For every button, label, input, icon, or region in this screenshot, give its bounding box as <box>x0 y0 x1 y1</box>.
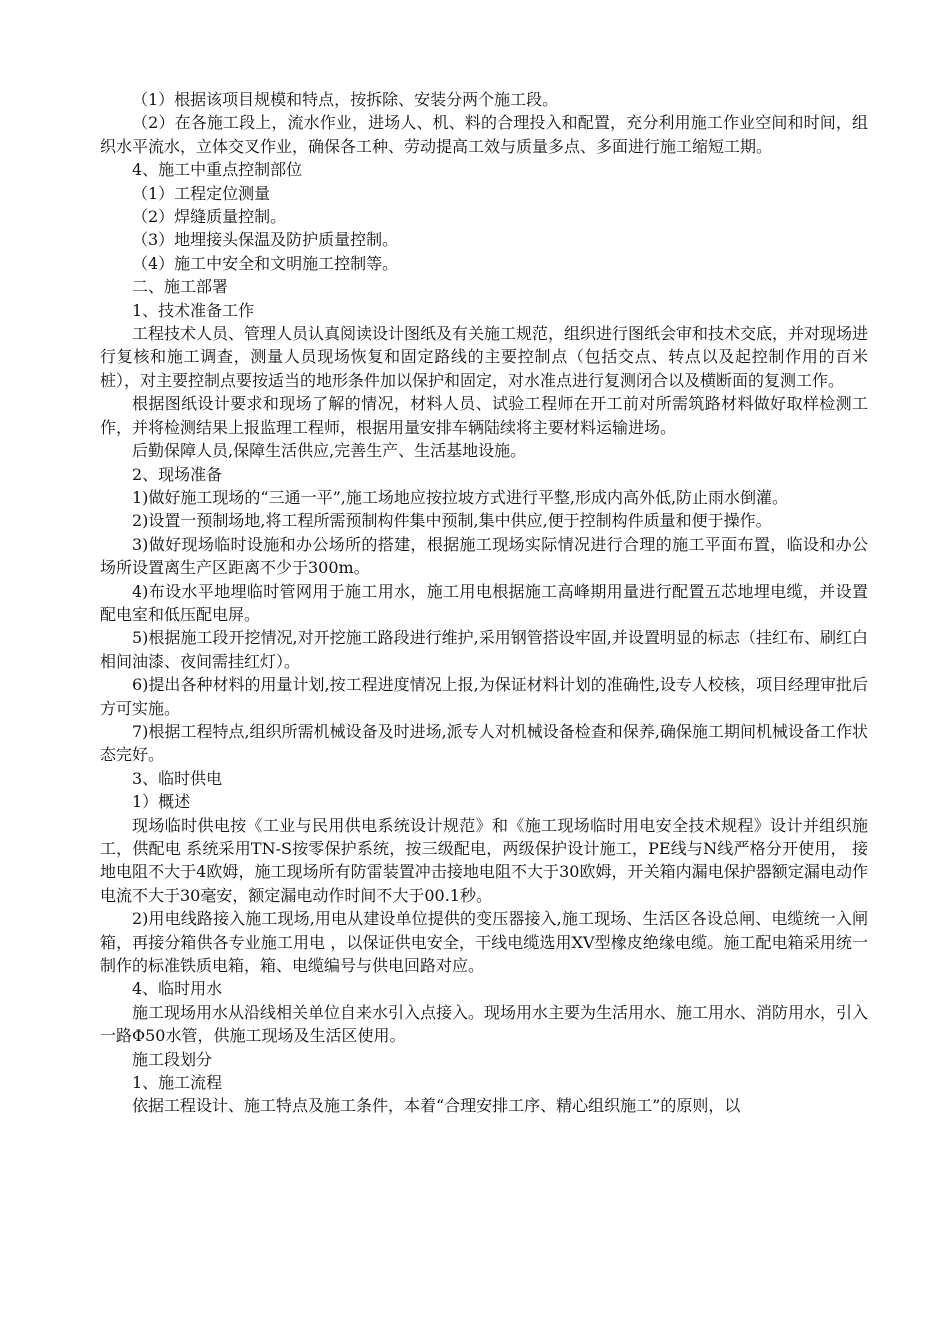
list-item: （2）焊缝质量控制。 <box>132 207 287 227</box>
list-item: 7)根据工程特点,组织所需机械设备及时进场,派专人对机械设备检查和保养,确保施工期间机械设备工作状态完好。 <box>100 721 868 765</box>
paragraph: （2）在各施工段上，流水作业，进场人、机、料的合理投入和配置，充分利用施工作业空间和时间，组织水平流水，立体交叉作业，确保各工种、劳动提高工效与质量多点、多面进行施工缩短工期。 <box>100 113 868 156</box>
paragraph: 后勤保障人员,保障生活供应,完善生产、生活基地设施。 <box>132 441 527 461</box>
section-heading: 施工段划分 <box>132 1049 213 1069</box>
list-item: 1)做好施工现场的“三通一平”,施工场地应按拉坡方式进行平整,形成内高外低,防止雨水倒灌。 <box>132 487 789 507</box>
paragraph: 2)用电线路接入施工现场,用电从建设单位提供的变压器接入,施工现场、生活区各设总闸、电缆统一入闸箱，再接分箱供各专业施工用电 ，以保证供电安全，干线电缆选用XV型橡皮绝缘电缆。施工配电箱采用统一制作的标准铁质电箱，箱、电缆编号与供电回路对应。 <box>100 909 868 976</box>
paragraph: 施工现场用水从沿线相关单位自来水引入点接入。现场用水主要为生活用水、施工用水、消防用水，引入一路Φ50水管，供施工现场及生活区使用。 <box>100 1002 869 1046</box>
section-heading: 3、临时供电 <box>132 768 223 788</box>
document-body <box>100 88 868 1118</box>
section-heading: 4、施工中重点控制部位 <box>132 160 303 180</box>
section-heading: 二、施工部署 <box>132 277 229 297</box>
section-heading: 1）概述 <box>132 792 191 812</box>
section-heading: 1、施工流程 <box>132 1073 223 1093</box>
paragraph: 依据工程设计、施工特点及施工条件，本着“合理安排工序、精心组织施工”的原则，以 <box>132 1096 741 1116</box>
list-item: （3）地埋接头保温及防护质量控制。 <box>132 230 399 250</box>
list-item: 5)根据施工段开挖情况,对开挖施工路段进行维护,采用钢管搭设牢固,并设置明显的标志（挂红布、刷红白相间油漆、夜间需挂红灯）。 <box>100 628 868 671</box>
paragraph: （1）根据该项目规模和特点，按拆除、安装分两个施工段。 <box>132 90 559 109</box>
list-item: （1）工程定位测量 <box>132 183 271 203</box>
section-heading: 2、现场准备 <box>132 464 223 484</box>
paragraph: 工程技术人员、管理人员认真阅读设计图纸及有关施工规范，组织进行图纸会审和技术交底，并对现场进行复核和施工调查，测量人员现场恢复和固定路线的主要控制点（包括交点、转点以及起控制作用的百米桩），对主要控制点要按适当的地形条件加以保护和固定，对水准点进行复测闭合以及横断面的复测工作。 <box>100 324 869 390</box>
list-item: 6)提出各种材料的用量计划,按工程进度情况上报,为保证材料计划的准确性,设专人校核，项目经理审批后方可实施。 <box>100 675 868 718</box>
list-item: 2)设置一预制场地,将工程所需预制构件集中预制,集中供应,便于控制构件质量和便于操作。 <box>132 511 772 531</box>
paragraph: 现场临时供电按《工业与民用供电系统设计规范》和《施工现场临时用电安全技术规程》设计并组织施工，供配电 系统采用TN-S按零保护系统，按三级配电，两级保护设计施工，PE线与N线严格分开使用， 接地电阻不大于4欧姆，施工现场所有防雷装置冲击接地电阻不大于30欧姆，开关箱内漏电保护器额定漏电动作电流不大于30毫安，额定漏电动作时间不大于00.1秒。 <box>100 815 868 905</box>
list-item: 3)做好现场临时设施和办公场所的搭建，根据施工现场实际情况进行合理的施工平面布置，临设和办公场所设置离生产区距离不少于300m。 <box>100 534 868 578</box>
section-heading: 1、技术准备工作 <box>132 300 255 320</box>
paragraph: 根据图纸设计要求和现场了解的情况，材料人员、试验工程师在开工前对所需筑路材料做好取样检测工作，并将检测结果上报监理工程师，根据用量安排车辆陆续将主要材料运输进场。 <box>100 394 868 437</box>
list-item: （4）施工中安全和文明施工控制等。 <box>132 253 399 273</box>
list-item: 4)布设水平地埋临时管网用于施工用水，施工用电根据施工高峰期用量进行配置五芯地埋电缆，并设置配电室和低压配电屏。 <box>100 581 868 624</box>
section-heading: 4、临时用水 <box>132 979 223 999</box>
